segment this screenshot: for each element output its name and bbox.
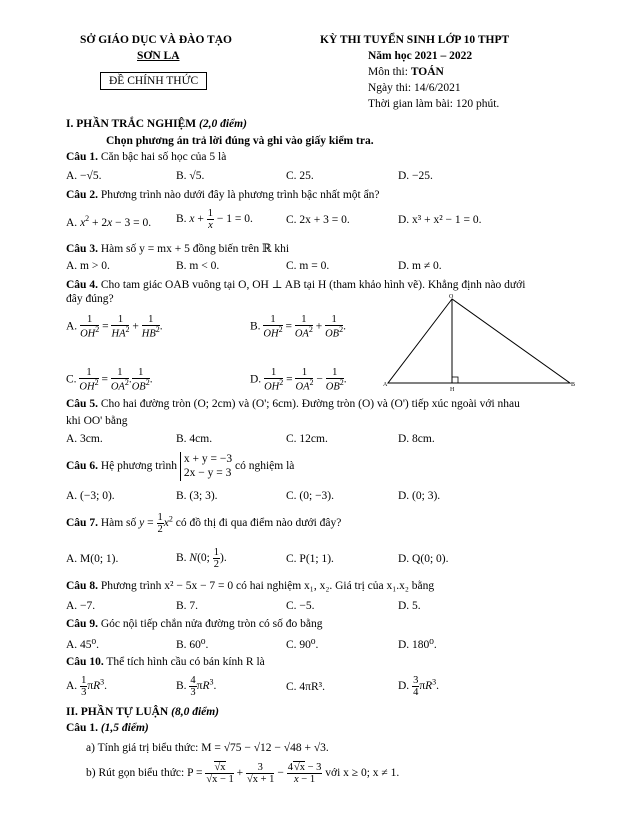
dept-line1: SỞ GIÁO DỤC VÀ ĐÀO TẠO — [80, 34, 232, 46]
q8-option-b: B. 7. — [176, 600, 199, 612]
q7-option-b: B. N(0; $\frac{1}{2}$ ). — [176, 547, 227, 571]
part1-instruction: Chọn phương án trả lời đúng và ghi vào giấy kiểm tra. — [106, 135, 374, 147]
subject-line — [368, 66, 444, 78]
label-h: H — [450, 387, 455, 393]
q6-option-c: C. (0; −3). — [286, 490, 335, 502]
q3-option-b: B. m < 0. — [176, 260, 220, 272]
essay1-header — [66, 722, 149, 734]
q1-option-d: D. −25. — [398, 170, 433, 182]
q2-option-c: C. 2x + 3 = 0. — [286, 214, 350, 226]
q5-option-a: A. 3cm. — [66, 433, 103, 445]
q6-system — [180, 452, 232, 481]
right-angle-mark — [452, 377, 458, 383]
school-year: Năm học 2021 – 2022 — [368, 50, 473, 62]
q3-option-d: D. m ≠ 0. — [398, 260, 442, 272]
q6-eq2: 2x − y = 3 — [183, 467, 232, 480]
essay1-part-a: a) Tính giá trị biểu thức: M = √75 − √12 − √48 + √3. — [86, 742, 329, 754]
q10-option-b: B. $\frac{4}{3}$ $\pi R^3$. — [176, 675, 217, 699]
label-a: A — [383, 382, 388, 388]
exam-duration: Thời gian làm bài: 120 phút. — [368, 98, 500, 110]
triangle-oab — [388, 299, 570, 383]
q3-stem — [66, 241, 289, 255]
q5-label: Câu 5. — [66, 398, 98, 410]
q3-label: Câu 3. — [66, 243, 98, 255]
q5-text: Cho hai đường tròn (O; 2cm) và (O'; 6cm). Đường tròn (O) và (O') tiếp xúc ngoài với nhau — [100, 398, 520, 410]
part1-title — [66, 118, 247, 130]
q1-label: Câu 1. — [66, 151, 98, 163]
q10-option-a: A. $\frac{1}{3}$ $\pi R^3$. — [66, 675, 108, 699]
q8-option-a: A. −7. — [66, 600, 96, 612]
q1-option-b: B. √5. — [176, 170, 205, 182]
q10-option-c: C. 4πR³. — [286, 681, 325, 693]
q8-stem — [66, 580, 434, 592]
q6-label: Câu 6. — [66, 460, 98, 473]
q4-option-b: B. $\frac{1}{OH^2}$ = $\frac{1}{OA^2}$ + $\frac{1}{OB^2}$ . — [250, 314, 346, 340]
essay1-part-b-prefix: b) Rút gọn biểu thức: P = — [86, 767, 203, 780]
q7-option-c: C. P(1; 1). — [286, 553, 334, 565]
q7-label: Câu 7. — [66, 517, 98, 530]
q1-text: Căn bậc hai số học của 5 là — [100, 151, 227, 163]
q8-text: Phương trình x² − 5x − 7 = 0 có hai nghiệm x₁, x₂. Giá trị của x₁.x₂ bằng — [100, 580, 435, 592]
q4-text: Cho tam giác OAB vuông tại O, OH ⊥ AB tại H (tham khảo hình vẽ). Khẳng định nào dưới — [100, 279, 526, 291]
subject: TOÁN — [410, 66, 444, 78]
q7-option-a: A. M(0; 1). — [66, 553, 119, 565]
q9-option-a: A. 45⁰. — [66, 639, 100, 651]
q6-option-a: A. (−3; 0). — [66, 490, 115, 502]
q6-text: Hệ phương trình — [100, 460, 178, 473]
q1-option-a: A. −√5. — [66, 170, 102, 182]
q8-label: Câu 8. — [66, 580, 98, 592]
q9-option-b: B. 60⁰. — [176, 639, 209, 651]
q9-option-c: C. 90⁰. — [286, 639, 319, 651]
q6-tail: có nghiệm là — [235, 460, 295, 473]
q9-label: Câu 9. — [66, 618, 98, 630]
essay1-label: Câu 1. — [66, 722, 98, 734]
essay1-part-b-condition: với x ≥ 0; x ≠ 1. — [325, 767, 400, 780]
q3-option-a: A. m > 0. — [66, 260, 110, 272]
dept-line2: SƠN LA — [137, 50, 180, 62]
essay1-points: (1,5 điểm) — [100, 722, 149, 734]
q4-label: Câu 4. — [66, 279, 98, 291]
q7-text: Hàm số — [100, 517, 137, 530]
exam-title: KỲ THI TUYỂN SINH LỚP 10 THPT — [320, 34, 510, 46]
q5-option-d: D. 8cm. — [398, 433, 435, 445]
part1-title-text: I. PHẦN TRẮC NGHIỆM — [66, 118, 197, 130]
q9-option-d: D. 180⁰. — [398, 639, 437, 651]
q4-stem — [66, 277, 525, 291]
q4-option-c: C. $\frac{1}{OH^2}$ = $\frac{1}{OA^2}$ . $\frac{1}{OB^2}$ . — [66, 367, 153, 393]
q5-stem-2: khi OO' bằng — [66, 415, 128, 427]
label-o: O — [449, 294, 454, 300]
q2-label: Câu 2. — [66, 189, 98, 201]
q4-option-a: A. $\frac{1}{OH^2}$ = $\frac{1}{HA^2}$ + $\frac{1}{HB^2}$ . — [66, 314, 163, 340]
part2-title-text: II. PHẦN TỰ LUẬN — [66, 706, 169, 718]
q2-option-a: A. $x^2 + 2x - 3 = 0$. — [66, 214, 152, 229]
q2-text: Phương trình nào dưới đây là phương trình bậc nhất một ẩn? — [100, 189, 380, 201]
q5-option-b: B. 4cm. — [176, 433, 213, 445]
q2-option-d: D. x³ + x² − 1 = 0. — [398, 214, 482, 226]
q7-stem: Câu 7. Hàm số y = $\frac{1}{2}$ $x^2$ có đồ thị đi qua điểm nào dưới đây? — [66, 512, 342, 536]
triangle-figure — [380, 293, 580, 393]
q2-option-b: B. x + $\frac{1}{x}$ − 1 = 0. — [176, 208, 253, 232]
q9-text: Góc nội tiếp chắn nửa đường tròn có số đo bằng — [100, 618, 323, 630]
essay1-part-b: b) Rút gọn biểu thức: P = $\frac{√x}{√x - 1}$ + $\frac{3}{√x + 1}$ − $\frac{4√x - 3}{x - 1}$ với x ≥ 0; x ≠ 1. — [86, 762, 400, 786]
part1-points: (2,0 điểm) — [199, 118, 247, 130]
q8-option-c: C. −5. — [286, 600, 315, 612]
part2-title — [66, 706, 219, 718]
q10-label: Câu 10. — [66, 656, 104, 668]
q5-option-c: C. 12cm. — [286, 433, 328, 445]
part2-points: (8,0 điểm) — [171, 706, 220, 718]
q5-stem — [66, 398, 520, 410]
q7-tail: có đồ thị đi qua điểm nào dưới đây? — [175, 517, 342, 530]
q1-option-c: C. 25. — [286, 170, 314, 182]
q7-option-d: D. Q(0; 0). — [398, 553, 449, 565]
q4-stem-2: đây đúng? — [66, 293, 114, 305]
q10-option-d: D. $\frac{3}{4}$ $\pi R^3$. — [398, 675, 440, 699]
label-b: B — [571, 382, 576, 388]
q6-stem — [66, 452, 294, 481]
q3-option-c: C. m = 0. — [286, 260, 330, 272]
q4-option-d: D. $\frac{1}{OH^2}$ = $\frac{1}{OA^2}$ − $\frac{1}{OB^2}$ . — [250, 367, 347, 393]
q1-stem — [66, 151, 226, 163]
q2-stem — [66, 189, 380, 201]
q10-stem — [66, 656, 265, 668]
q6-eq1: x + y = −3 — [183, 453, 233, 465]
q8-option-d: D. 5. — [398, 600, 421, 612]
q3-text: Hàm số y = mx + 5 đồng biến trên ℝ khi — [100, 243, 290, 255]
q10-text: Thể tích hình cầu có bán kính R là — [106, 656, 265, 668]
exam-date: Ngày thi: 14/6/2021 — [368, 82, 461, 94]
subject-label: Môn thi: — [368, 66, 408, 78]
q9-stem — [66, 618, 323, 630]
q6-option-d: D. (0; 3). — [398, 490, 441, 502]
q6-option-b: B. (3; 3). — [176, 490, 218, 502]
official-badge: ĐỀ CHÍNH THỨC — [100, 72, 207, 90]
